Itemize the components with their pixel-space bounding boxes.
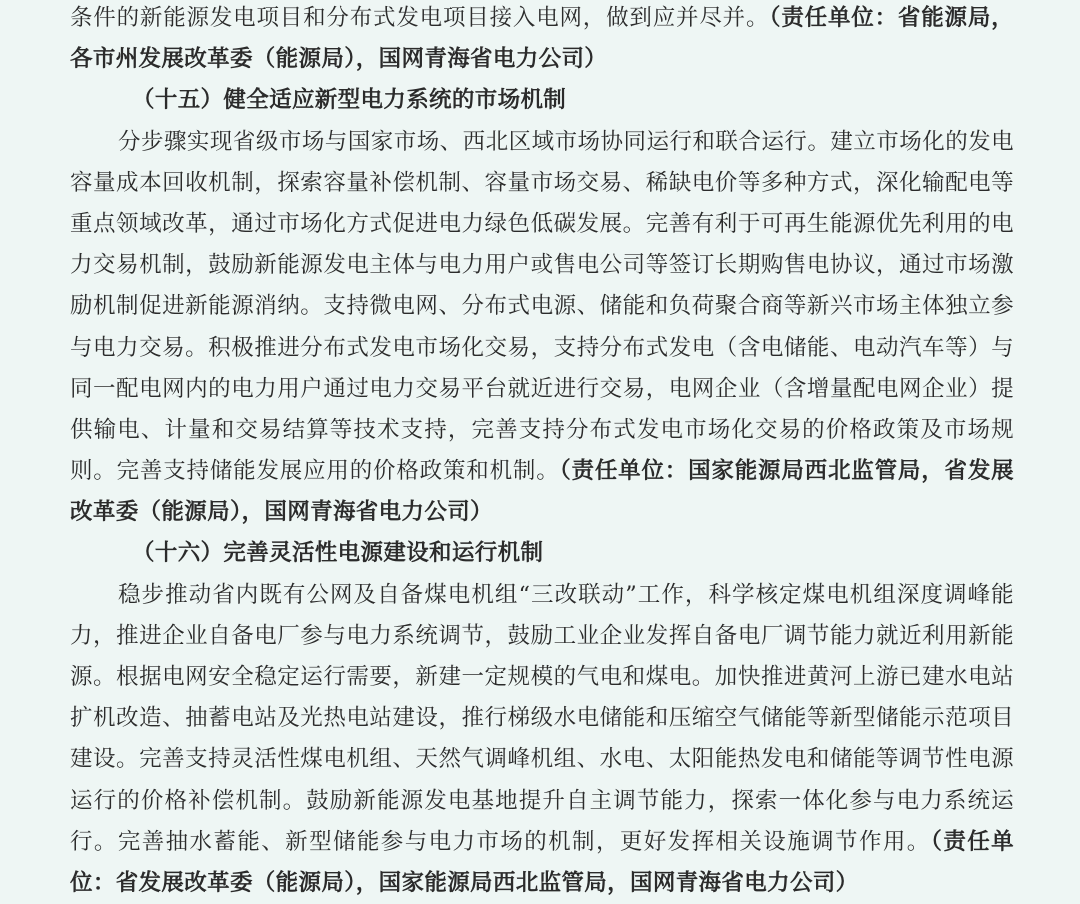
paragraph-line [70, 286, 1014, 327]
paragraph-line [70, 204, 1014, 245]
paragraph-line [70, 492, 1014, 533]
paragraph-line [70, 781, 1014, 822]
paragraph-line [70, 657, 1014, 698]
paragraph-line [70, 328, 1014, 369]
paragraph-line [70, 739, 1014, 780]
body-text: 扩机改造、抽蓄电站及光热电站建设，推行梯级水电储能和压缩空气储能等新型储能示范项目 [70, 705, 1014, 732]
paragraph-line [70, 616, 1014, 657]
body-text: 重点领域改革，通过市场化方式促进电力绿色低碳发展。完善有利于可再生能源优先利用的电 [70, 210, 1014, 237]
body-text: 励机制促进新能源消纳。支持微电网、分布式电源、储能和负荷聚合商等新兴市场主体独立参 [70, 293, 1014, 320]
heading-text: （十五）健全适应新型电力系统的市场机制 [132, 87, 567, 114]
paragraph-line [70, 163, 1014, 204]
body-text: 分步骤实现省级市场与国家市场、西北区域市场协同运行和联合运行。建立市场化的发电 [118, 128, 1014, 155]
paragraph-line [70, 369, 1014, 410]
paragraph-line [70, 39, 1014, 80]
paragraph-line [70, 575, 1014, 616]
paragraph-line [70, 698, 1014, 739]
body-text: 力交易机制，鼓励新能源发电主体与电力用户或售电公司等签订长期购售电协议，通过市场激 [70, 252, 1014, 279]
responsible-unit-text: 各市州发展改革委（能源局），国网青海省电力公司） [70, 46, 608, 73]
paragraph-line [70, 0, 1014, 39]
paragraph-line [70, 245, 1014, 286]
paragraph-line [70, 822, 1014, 863]
section-heading-16 [70, 533, 1014, 574]
responsible-unit-text: （责任单位：省能源局， [769, 5, 1014, 31]
body-text: 源。根据电网安全稳定运行需要，新建一定规模的气电和煤电。加快推进黄河上游已建水电站 [70, 664, 1014, 690]
body-text: 与电力交易。积极推进分布式发电市场化交易，支持分布式发电（含电储能、电动汽车等）与 [70, 334, 1014, 361]
body-text: 则。完善支持储能发展应用的价格政策和机制。 [70, 458, 560, 485]
body-text: 行。完善抽水蓄能、新型储能参与电力市场的机制，更好发挥相关设施调节作用。 [70, 828, 931, 855]
body-text: 稳步推动省内既有公网及自备煤电机组“三改联动”工作，科学核定煤电机组深度调峰能 [118, 581, 1014, 608]
body-text: 容量成本回收机制，探索容量补偿机制、容量市场交易、稀缺电价等多种方式，深化输配电等 [70, 169, 1014, 196]
responsible-unit-text: （责任单位：国家能源局西北监管局，省发展 [559, 458, 1014, 485]
paragraph-line [70, 122, 1014, 163]
section-heading-15 [70, 80, 1014, 121]
paragraph-line [70, 410, 1014, 451]
paragraph-line [70, 451, 1014, 492]
body-text: 供输电、计量和交易结算等技术支持，完善支持分布式发电市场化交易的价格政策及市场规 [70, 416, 1014, 443]
responsible-unit-text: 位：省发展改革委（能源局），国家能源局西北监管局，国网青海省电力公司） [70, 869, 859, 896]
heading-text: （十六）完善灵活性电源建设和运行机制 [132, 540, 544, 567]
responsible-unit-text: 改革委（能源局），国网青海省电力公司） [70, 499, 493, 526]
body-text: 同一配电网内的电力用户通过电力交易平台就近进行交易，电网企业（含增量配电网企业）提 [70, 375, 1014, 402]
body-text: 建设。完善支持灵活性煤电机组、天然气调峰机组、水电、太阳能热发电和储能等调节性电源 [70, 746, 1014, 773]
body-text: 运行的价格补偿机制。鼓励新能源发电基地提升自主调节能力，探索一体化参与电力系统运 [70, 787, 1014, 814]
body-text: 力，推进企业自备电厂参与电力系统调节，鼓励工业企业发挥自备电厂调节能力就近利用新能 [70, 622, 1014, 649]
body-text: 条件的新能源发电项目和分布式发电项目接入电网，做到应并尽并。 [70, 5, 770, 31]
paragraph-line [70, 863, 1014, 904]
responsible-unit-text: （责任单 [930, 828, 1014, 855]
